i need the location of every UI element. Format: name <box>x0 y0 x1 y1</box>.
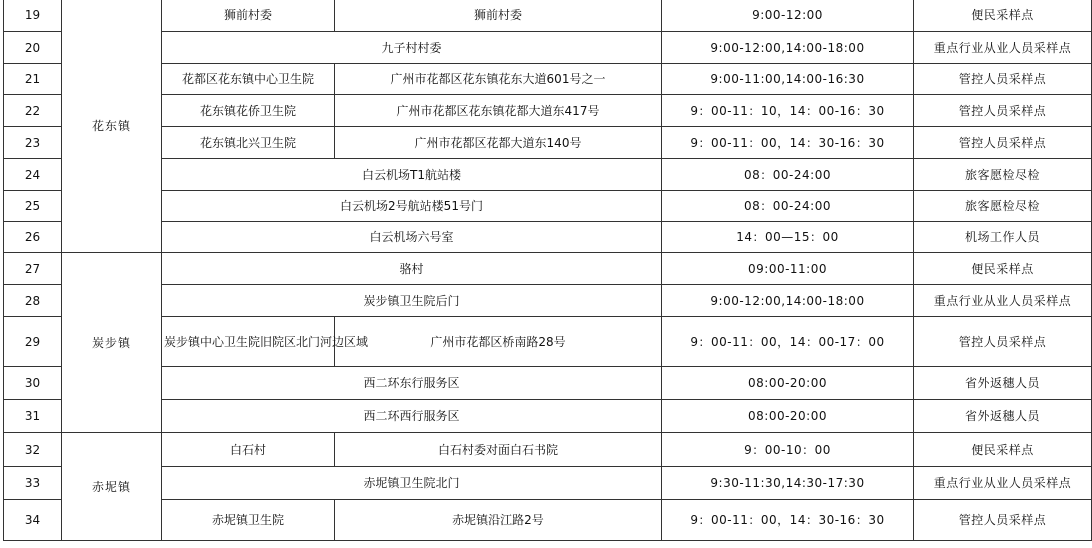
site-hours: 9:30-11:30,14:30-17:30 <box>662 467 914 500</box>
table-row <box>4 32 1092 64</box>
site-type: 便民采样点 <box>914 433 1092 467</box>
row-number: 28 <box>4 285 62 317</box>
site-hours: 08：00-24:00 <box>662 191 914 222</box>
site-type: 旅客愿检尽检 <box>914 159 1092 191</box>
table-row <box>4 367 1092 400</box>
table-row <box>4 191 1092 222</box>
site-hours: 08:00-20:00 <box>662 367 914 400</box>
site-type: 省外返穗人员 <box>914 367 1092 400</box>
table-row <box>4 127 1092 159</box>
table-row <box>4 467 1092 500</box>
site-hours: 09:00-11:00 <box>662 253 914 285</box>
site-hours: 9:00-12:00,14:00-18:00 <box>662 32 914 64</box>
site-name: 狮前村委 <box>162 0 335 32</box>
row-number: 33 <box>4 467 62 500</box>
site-address: 广州市花都区花东镇花都大道东417号 <box>335 95 662 127</box>
row-number: 22 <box>4 95 62 127</box>
site-hours: 9：00-11：10，14：00-16：30 <box>662 95 914 127</box>
town-name: 炭步镇 <box>62 253 162 433</box>
row-number: 32 <box>4 433 62 467</box>
site-hours: 9：00-11：00，14：30-16：30 <box>662 127 914 159</box>
site-name: 赤坭镇卫生院北门 <box>162 467 662 500</box>
table-row <box>4 159 1092 191</box>
site-type: 重点行业从业人员采样点 <box>914 285 1092 317</box>
site-hours: 9：00-10：00 <box>662 433 914 467</box>
site-name: 白云机场T1航站楼 <box>162 159 662 191</box>
site-name: 白石村 <box>162 433 335 467</box>
site-hours: 9：00-11：00，14：30-16：30 <box>662 500 914 541</box>
site-address: 白石村委对面白石书院 <box>335 433 662 467</box>
site-type: 机场工作人员 <box>914 222 1092 253</box>
sampling-sites-table <box>3 0 1092 541</box>
table-row <box>4 500 1092 541</box>
site-name: 白云机场2号航站楼51号门 <box>162 191 662 222</box>
row-number: 34 <box>4 500 62 541</box>
table-row <box>4 285 1092 317</box>
site-name: 赤坭镇卫生院 <box>162 500 335 541</box>
site-hours: 9:00-11:00,14:00-16:30 <box>662 64 914 95</box>
site-name: 九子村村委 <box>162 32 662 64</box>
site-type: 管控人员采样点 <box>914 64 1092 95</box>
row-number: 19 <box>4 0 62 32</box>
row-number: 24 <box>4 159 62 191</box>
town-name: 花东镇 <box>62 0 162 253</box>
site-hours: 9:00-12:00 <box>662 0 914 32</box>
row-number: 25 <box>4 191 62 222</box>
table-row <box>4 222 1092 253</box>
row-number: 27 <box>4 253 62 285</box>
table-row <box>4 95 1092 127</box>
site-address: 广州市花都区花东镇花东大道601号之一 <box>335 64 662 95</box>
site-hours: 08:00-20:00 <box>662 400 914 433</box>
site-name: 炭步镇中心卫生院旧院区北门河边区域 <box>162 317 335 367</box>
site-hours: 9:00-12:00,14:00-18:00 <box>662 285 914 317</box>
site-name: 花东镇北兴卫生院 <box>162 127 335 159</box>
row-number: 21 <box>4 64 62 95</box>
table-row <box>4 0 1092 32</box>
site-type: 重点行业从业人员采样点 <box>914 32 1092 64</box>
site-name: 西二环西行服务区 <box>162 400 662 433</box>
row-number: 29 <box>4 317 62 367</box>
table-row <box>4 317 1092 367</box>
site-name: 炭步镇卫生院后门 <box>162 285 662 317</box>
site-address: 赤坭镇沿江路2号 <box>335 500 662 541</box>
table-row <box>4 433 1092 467</box>
site-name: 骆村 <box>162 253 662 285</box>
site-hours: 9：00-11：00，14：00-17：00 <box>662 317 914 367</box>
site-address: 广州市花都区花都大道东140号 <box>335 127 662 159</box>
site-name: 花东镇花侨卫生院 <box>162 95 335 127</box>
site-hours: 08：00-24:00 <box>662 159 914 191</box>
row-number: 23 <box>4 127 62 159</box>
site-type: 便民采样点 <box>914 0 1092 32</box>
site-type: 便民采样点 <box>914 253 1092 285</box>
row-number: 30 <box>4 367 62 400</box>
site-type: 管控人员采样点 <box>914 127 1092 159</box>
site-address: 狮前村委 <box>335 0 662 32</box>
row-number: 26 <box>4 222 62 253</box>
site-name: 西二环东行服务区 <box>162 367 662 400</box>
table-row <box>4 400 1092 433</box>
site-name: 花都区花东镇中心卫生院 <box>162 64 335 95</box>
site-name: 白云机场六号室 <box>162 222 662 253</box>
row-number: 20 <box>4 32 62 64</box>
site-type: 旅客愿检尽检 <box>914 191 1092 222</box>
site-type: 管控人员采样点 <box>914 500 1092 541</box>
site-address: 广州市花都区桥南路28号 <box>335 317 662 367</box>
town-name: 赤坭镇 <box>62 433 162 541</box>
site-type: 省外返穗人员 <box>914 400 1092 433</box>
site-hours: 14：00—15：00 <box>662 222 914 253</box>
site-type: 重点行业从业人员采样点 <box>914 467 1092 500</box>
site-type: 管控人员采样点 <box>914 95 1092 127</box>
site-type: 管控人员采样点 <box>914 317 1092 367</box>
table-row <box>4 64 1092 95</box>
row-number: 31 <box>4 400 62 433</box>
table-row <box>4 253 1092 285</box>
